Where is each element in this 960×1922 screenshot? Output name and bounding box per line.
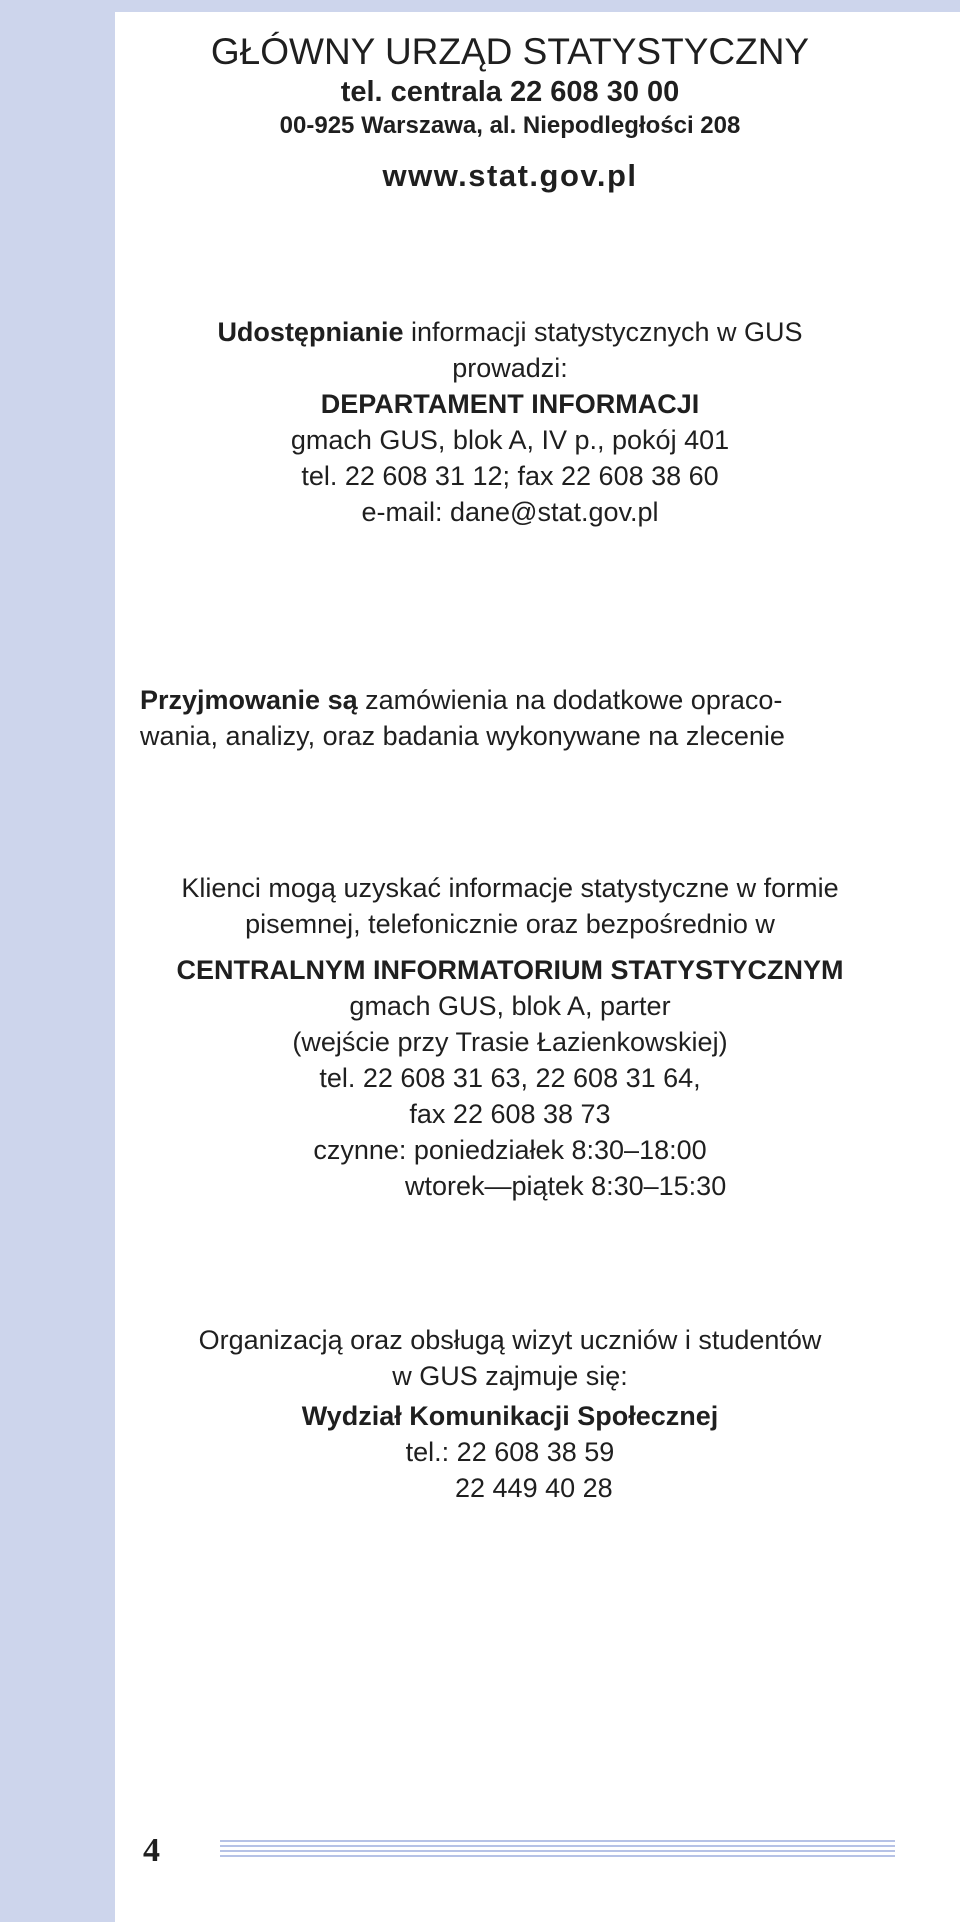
informatorium-hours-2: wtorek—piątek 8:30–15:30 xyxy=(405,1171,727,1201)
visits-line2: w GUS zajmuje się: xyxy=(392,1361,628,1391)
visits-dept: Wydział Komunikacji Społecznej xyxy=(301,1401,719,1431)
visits-section xyxy=(115,1322,905,1506)
info-dept-name: DEPARTAMENT INFORMACJI xyxy=(320,389,700,419)
informatorium-line1: Klienci mogą uzyskać informacje statystyczne w formie xyxy=(181,873,839,903)
header xyxy=(115,30,905,196)
orders-lead-bold: Przyjmowanie są xyxy=(140,685,358,715)
informatorium-section xyxy=(115,870,905,1204)
footer-rule-line xyxy=(220,1850,895,1852)
orders-line1 xyxy=(140,682,890,718)
info-dept-lead-bold: Udostępnianie xyxy=(217,317,404,347)
info-dept-lead-rest: informacji statystycznych w GUS xyxy=(403,317,803,347)
informatorium-hours-1: czynne: poniedziałek 8:30–18:00 xyxy=(313,1135,707,1165)
page-number: 4 xyxy=(143,1832,160,1869)
informatorium-phones: tel. 22 608 31 63, 22 608 31 64, xyxy=(319,1063,701,1093)
informatorium-entrance: (wejście przy Trasie Łazienkowskiej) xyxy=(292,1027,728,1057)
top-color-band xyxy=(115,0,960,12)
orders-paragraph xyxy=(140,682,890,754)
footer-rule xyxy=(220,1840,895,1858)
orders-line2: wania, analizy, oraz badania wykonywane na zlecenie xyxy=(140,721,785,751)
informatorium-fax: fax 22 608 38 73 xyxy=(409,1099,611,1129)
info-dept-line2: prowadzi: xyxy=(452,353,568,383)
footer-rule-line xyxy=(220,1855,895,1857)
left-color-band xyxy=(0,0,115,1922)
informatorium-name: CENTRALNYM INFORMATORIUM STATYSTYCZNYM xyxy=(176,955,844,985)
footer-rule-line xyxy=(220,1845,895,1847)
info-dept-location: gmach GUS, blok A, IV p., pokój 401 xyxy=(290,425,730,455)
org-address: 00-925 Warszawa, al. Niepodległości 208 xyxy=(279,112,741,139)
document-page xyxy=(115,12,960,1922)
informatorium-location: gmach GUS, blok A, parter xyxy=(349,991,671,1021)
info-dept-section xyxy=(115,314,905,530)
footer-rule-line xyxy=(220,1840,895,1842)
info-dept-lead xyxy=(115,314,905,350)
orders-line1-rest: zamówienia na dodatkowe opraco- xyxy=(357,685,783,715)
central-phone: tel. centrala 22 608 30 00 xyxy=(340,76,680,108)
website-link[interactable]: www.stat.gov.pl xyxy=(382,158,638,193)
visits-tel-1: tel.: 22 608 38 59 xyxy=(405,1437,615,1467)
informatorium-line2: pisemnej, telefonicznie oraz bezpośrednio w xyxy=(245,909,775,939)
visits-tel-2: 22 449 40 28 xyxy=(455,1473,613,1503)
visits-line1: Organizacją oraz obsługą wizyt uczniów i studentów xyxy=(198,1325,822,1355)
info-dept-email[interactable]: e-mail: dane@stat.gov.pl xyxy=(361,497,659,527)
org-name: GŁÓWNY URZĄD STATYSTYCZNY xyxy=(210,31,810,72)
info-dept-phone-fax: tel. 22 608 31 12; fax 22 608 38 60 xyxy=(301,461,719,491)
